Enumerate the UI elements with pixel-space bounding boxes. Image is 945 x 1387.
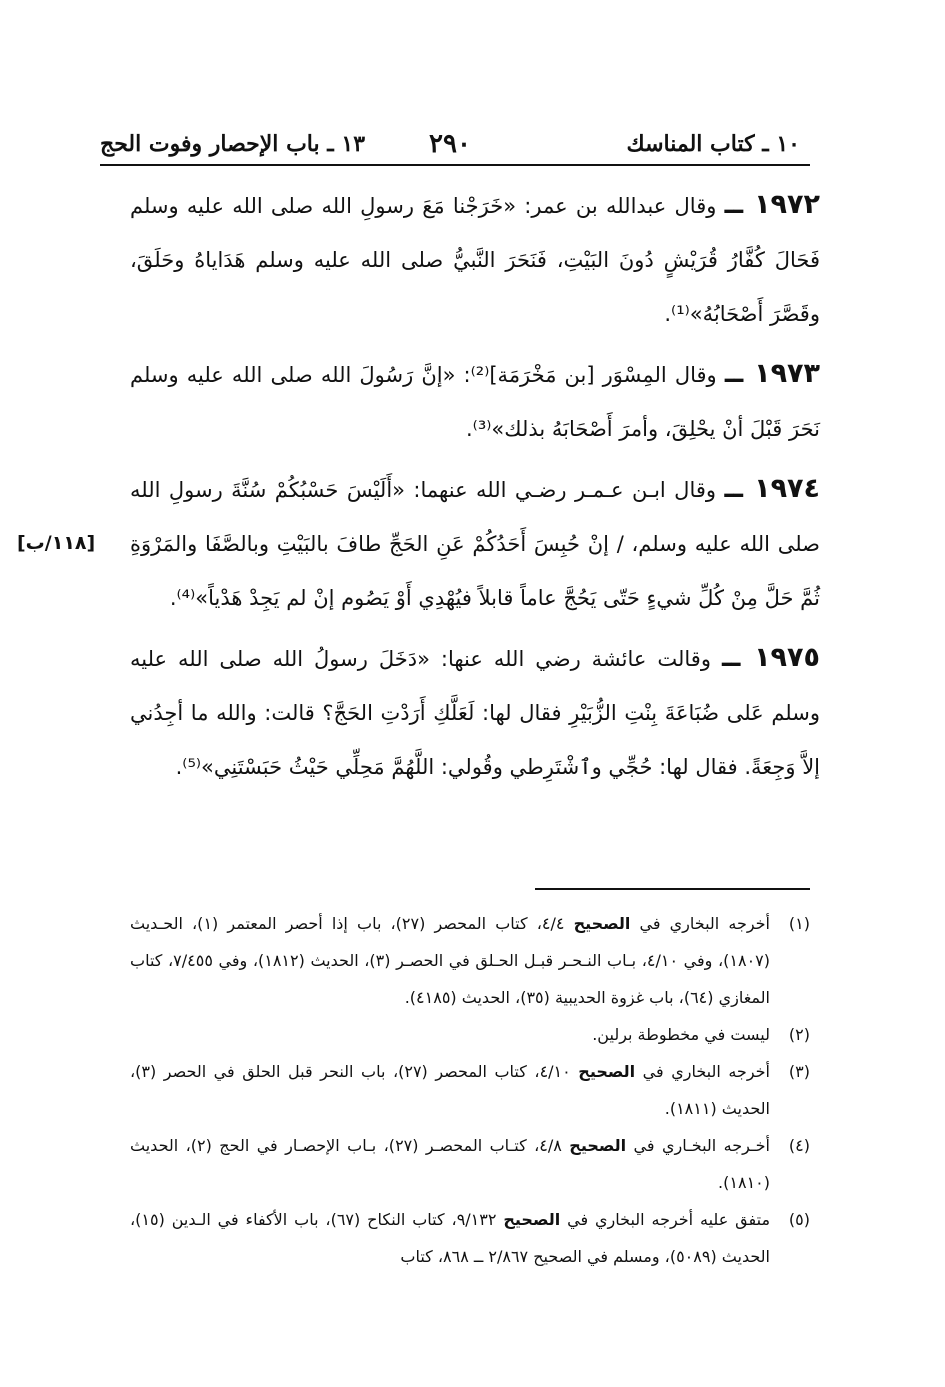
footnote-text: ٤/٨، كتـاب المحصـر (٢٧)، بـاب الإحصـار في الحج (٢)، الحديث (١٨١٠).: [130, 1136, 770, 1192]
hadith-text: وقال ابـن عـمـر رضـي الله عنهما: «أَلَيْسَ حَسْبُكُمْ سُنَّةَ رسولِ الله صلى الله عليه وسلم، / إنْ حُبِسَ أَحَدُكُمْ عَنِ الحَجِّ طافَ بالبَيْتِ وبالصَّفَا والمَرْوَةِ ثُمَّ حَلَّ مِنْ كُلِّ شيءٍ حَتّى يَحُجَّ عاماً قابلاً فيُهْدِي أَوْ يَصُوم إنْ لم يَجِدْ هَدْياً»⁽⁴⁾.: [130, 478, 820, 610]
hadith-number: ١٩٧٢ ــ: [724, 189, 820, 220]
footnote-number: (٥): [788, 1210, 810, 1229]
section-title: ١٣ ـ باب الإحصار وفوت الحج: [100, 131, 366, 157]
hadith-number: ١٩٧٥ ــ: [721, 642, 820, 673]
chapter-title: ١٠ ـ كتاب المناسك: [626, 131, 800, 157]
hadith-1973: [130, 347, 820, 456]
footnote-bold-text: الصحيح: [578, 1062, 636, 1081]
hadith-text: وقال المِسْوَر [بن مَخْرَمَة]⁽²⁾: «إنَّ رَسُولَ الله صلى الله عليه وسلم نَحَرَ قَبْلَ أنْ يحْلِقَ، وأمرَ أَصْحَابَهُ بذلك»⁽³⁾.: [130, 363, 820, 441]
hadith-text: وقال عبدالله بن عمر: «خَرَجْنا مَعَ رسولِ الله صلى الله عليه وسلم فَحَالَ كُفَّارُ قُرَيْشٍ دُونَ البَيْتِ، فَنَحَرَ النَّبيُّ صلى الله عليه وسلم هَدَاياهُ وحَلَقَ، وقَصَّرَ أَصْحَابُهُ»⁽¹⁾.: [130, 194, 820, 326]
footnote-text: ٤/١٠، كتاب المحصر (٢٧)، باب النحر قبل الحلق في الحصر (٣)، الحديث (١٨١١).: [130, 1062, 770, 1118]
footnote-text: ليست في مخطوطة برلين.: [592, 1025, 770, 1044]
footnote-number: (٢): [788, 1025, 810, 1044]
footnote-text: ٤/٤، كتاب المحصر (٢٧)، باب إذا أحصر المعتمر (١)، الحـديث (١٨٠٧)، وفي ٤/١٠، بـاب النـحـر قبـل الحـلق في الحصـر (٣)، الحديث (١٨١٢)، وفي ٧/٤٥٥، كتاب المغازي (٦٤)، باب غزوة الحديبية (٣٥)، الحديث (٤١٨٥).: [130, 914, 770, 1007]
footnote-bold-text: الصحيح: [569, 1136, 627, 1155]
footnote-number: (٣): [788, 1062, 810, 1081]
margin-folio-note: [١١٨/ب]: [17, 532, 96, 554]
footnote-number: (٤): [788, 1136, 810, 1155]
footnote-1: [130, 905, 810, 1016]
header-divider: [100, 164, 810, 166]
footnote-3: [130, 1053, 810, 1127]
footnote-5: [130, 1201, 810, 1275]
footnote-text: أخرجه البخاري في: [630, 914, 770, 933]
footnote-bold-text: الصحيح: [503, 1210, 561, 1229]
footnote-divider: [535, 888, 810, 890]
hadith-1972: [130, 178, 820, 341]
footnote-text: متفق عليه أخرجه البخاري في: [560, 1210, 771, 1229]
hadith-1974: [17, 462, 821, 625]
main-text: [17, 178, 821, 800]
footnote-4: [130, 1127, 810, 1201]
footnote-number: (١): [788, 914, 810, 933]
footnote-text: أخـرجه البخـاري في: [626, 1136, 770, 1155]
hadith-number: ١٩٧٤ ــ: [724, 473, 821, 504]
footnote-text: ٩/١٣٢، كتاب النكاح (٦٧)، باب الأكفاء في الـدين (١٥)، الحديث (٥٠٨٩)، ومسلم في الصحيح ٢/٨٦٧ ــ ٨٦٨، كتاب: [130, 1210, 770, 1266]
footnote-2: [130, 1016, 810, 1053]
footnote-text: أخرجه البخاري في: [635, 1062, 770, 1081]
hadith-text: وقالت عائشة رضي الله عنها: «دَخَلَ رسولُ الله صلى الله عليه وسلم عَلى ضُبَاعَةَ بِنْتِ الزُّبَيْرِ فقال لها: لَعَلَّكِ أَرَدْتِ الحَجَّ؟ قالت: والله ما أجِدُني إلاَّ وَجِعَةً. فقال لها: حُجِّي وٱشْتَرِطي وقُولي: اللَّهُمَّ مَحِلِّي حَيْثُ حَبَسْتَنِي»⁽⁵⁾.: [130, 647, 820, 779]
page-number: ٢٩٠: [429, 129, 471, 159]
running-header: [100, 126, 800, 162]
hadith-1975: [130, 631, 820, 794]
footnotes: [130, 905, 810, 1275]
hadith-number: ١٩٧٣ ــ: [724, 358, 821, 389]
footnote-bold-text: الصحيح: [573, 914, 631, 933]
